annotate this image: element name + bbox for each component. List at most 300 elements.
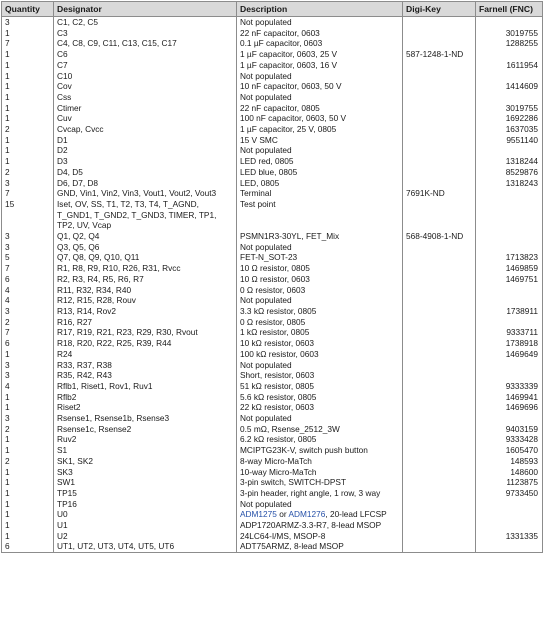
cell-description: LED red, 0805 <box>237 156 403 167</box>
table-row <box>2 263 543 274</box>
cell-description: Not populated <box>237 413 403 424</box>
cell-farnell: 3019755 <box>476 28 543 39</box>
cell-designator: S1 <box>54 445 237 456</box>
table-row <box>2 392 543 403</box>
cell-description: Terminal <box>237 188 403 199</box>
header-designator: Designator <box>54 2 237 17</box>
cell-designator: C4, C8, C9, C11, C13, C15, C17 <box>54 38 237 49</box>
table-row <box>2 477 543 488</box>
cell-description: 1 µF capacitor, 25 V, 0805 <box>237 124 403 135</box>
cell-farnell <box>476 145 543 156</box>
cell-digikey <box>403 199 476 231</box>
cell-designator: R24 <box>54 349 237 360</box>
cell-quantity: 4 <box>2 381 54 392</box>
cell-designator: R1, R8, R9, R10, R26, R31, Rvcc <box>54 263 237 274</box>
table-row <box>2 188 543 199</box>
cell-farnell: 9333339 <box>476 381 543 392</box>
bom-table <box>1 1 543 553</box>
cell-digikey <box>403 38 476 49</box>
cell-description: ADP1720ARMZ-3.3-R7, 8-lead MSOP <box>237 520 403 531</box>
cell-designator: D3 <box>54 156 237 167</box>
cell-designator: TP16 <box>54 499 237 510</box>
cell-digikey <box>403 541 476 552</box>
cell-farnell: 1288255 <box>476 38 543 49</box>
cell-quantity: 1 <box>2 28 54 39</box>
cell-digikey <box>403 531 476 542</box>
table-row <box>2 242 543 253</box>
cell-designator: TP15 <box>54 488 237 499</box>
cell-quantity: 1 <box>2 135 54 146</box>
header-farnell: Farnell (FNC) <box>476 2 543 17</box>
cell-digikey: 587-1248-1-ND <box>403 49 476 60</box>
cell-description: Not populated <box>237 145 403 156</box>
cell-quantity: 1 <box>2 477 54 488</box>
cell-designator: R33, R37, R38 <box>54 360 237 371</box>
cell-designator: R12, R15, R28, Rouv <box>54 295 237 306</box>
cell-quantity: 3 <box>2 17 54 28</box>
cell-farnell <box>476 360 543 371</box>
cell-digikey <box>403 81 476 92</box>
cell-designator: U2 <box>54 531 237 542</box>
table-row <box>2 17 543 28</box>
cell-quantity: 3 <box>2 306 54 317</box>
cell-description: Not populated <box>237 71 403 82</box>
cell-digikey <box>403 445 476 456</box>
cell-description: 24LC64-I/MS, MSOP-8 <box>237 531 403 542</box>
cell-designator: R17, R19, R21, R23, R29, R30, Rvout <box>54 327 237 338</box>
cell-designator: D6, D7, D8 <box>54 178 237 189</box>
cell-quantity: 1 <box>2 499 54 510</box>
table-row <box>2 38 543 49</box>
table-row <box>2 124 543 135</box>
cell-designator: SW1 <box>54 477 237 488</box>
cell-description: 0 Ω resistor, 0805 <box>237 317 403 328</box>
cell-description: 6.2 kΩ resistor, 0805 <box>237 434 403 445</box>
cell-designator: R13, R14, Rov2 <box>54 306 237 317</box>
cell-farnell: 148593 <box>476 456 543 467</box>
cell-designator: GND, Vin1, Vin2, Vin3, Vout1, Vout2, Vout3 <box>54 188 237 199</box>
cell-designator: R35, R42, R43 <box>54 370 237 381</box>
cell-designator: UT1, UT2, UT3, UT4, UT5, UT6 <box>54 541 237 552</box>
cell-quantity: 3 <box>2 370 54 381</box>
cell-description: Not populated <box>237 17 403 28</box>
table-row <box>2 295 543 306</box>
cell-farnell: 1611954 <box>476 60 543 71</box>
cell-quantity: 1 <box>2 156 54 167</box>
cell-digikey <box>403 113 476 124</box>
cell-description: PSMN1R3-30YL, FET_Mix <box>237 231 403 242</box>
cell-description: Not populated <box>237 295 403 306</box>
cell-quantity: 7 <box>2 263 54 274</box>
cell-quantity: 6 <box>2 541 54 552</box>
part-link-adm1276[interactable]: ADM1276 <box>288 509 326 520</box>
cell-digikey <box>403 252 476 263</box>
cell-farnell: 9733450 <box>476 488 543 499</box>
cell-description: 3-pin header, right angle, 1 row, 3 way <box>237 488 403 499</box>
cell-farnell: 3019755 <box>476 103 543 114</box>
cell-designator: Q3, Q5, Q6 <box>54 242 237 253</box>
cell-quantity: 1 <box>2 434 54 445</box>
cell-description: 8-way Micro-MaTch <box>237 456 403 467</box>
cell-farnell <box>476 188 543 199</box>
table-row <box>2 499 543 510</box>
table-row <box>2 178 543 189</box>
cell-farnell: 1123875 <box>476 477 543 488</box>
cell-designator: C6 <box>54 49 237 60</box>
table-row <box>2 467 543 478</box>
cell-digikey <box>403 499 476 510</box>
cell-designator: R16, R27 <box>54 317 237 328</box>
cell-quantity: 2 <box>2 456 54 467</box>
header-digikey: Digi-Key <box>403 2 476 17</box>
table-row <box>2 306 543 317</box>
cell-farnell: 1713823 <box>476 252 543 263</box>
header-row <box>2 2 543 17</box>
cell-digikey <box>403 317 476 328</box>
table-row <box>2 199 543 231</box>
cell-digikey <box>403 402 476 413</box>
cell-digikey <box>403 92 476 103</box>
cell-description: FET-N_SOT-23 <box>237 252 403 263</box>
cell-quantity: 1 <box>2 349 54 360</box>
cell-quantity: 1 <box>2 81 54 92</box>
cell-farnell: 1414609 <box>476 81 543 92</box>
table-row <box>2 338 543 349</box>
cell-designator: Rsense1c, Rsense2 <box>54 424 237 435</box>
cell-designator: SK3 <box>54 467 237 478</box>
cell-designator: D2 <box>54 145 237 156</box>
table-row <box>2 370 543 381</box>
cell-farnell <box>476 499 543 510</box>
cell-farnell <box>476 49 543 60</box>
cell-farnell <box>476 71 543 82</box>
table-row <box>2 317 543 328</box>
cell-farnell: 1331335 <box>476 531 543 542</box>
cell-designator: Cvcap, Cvcc <box>54 124 237 135</box>
cell-digikey <box>403 274 476 285</box>
table-row <box>2 135 543 146</box>
cell-farnell: 148600 <box>476 467 543 478</box>
cell-designator: Cov <box>54 81 237 92</box>
cell-quantity: 1 <box>2 445 54 456</box>
cell-description: Test point <box>237 199 403 231</box>
cell-farnell <box>476 509 543 520</box>
cell-designator: R2, R3, R4, R5, R6, R7 <box>54 274 237 285</box>
cell-quantity: 1 <box>2 392 54 403</box>
table-row <box>2 28 543 39</box>
cell-quantity: 4 <box>2 295 54 306</box>
cell-digikey <box>403 135 476 146</box>
cell-designator: C10 <box>54 71 237 82</box>
cell-digikey <box>403 28 476 39</box>
cell-designator: Rflb2 <box>54 392 237 403</box>
cell-description: 3.3 kΩ resistor, 0805 <box>237 306 403 317</box>
cell-digikey <box>403 413 476 424</box>
cell-quantity: 1 <box>2 145 54 156</box>
cell-farnell: 1469696 <box>476 402 543 413</box>
cell-digikey <box>403 71 476 82</box>
cell-quantity: 1 <box>2 103 54 114</box>
cell-description: 22 kΩ resistor, 0603 <box>237 402 403 413</box>
cell-description: 51 kΩ resistor, 0805 <box>237 381 403 392</box>
cell-quantity: 1 <box>2 488 54 499</box>
cell-digikey <box>403 167 476 178</box>
cell-farnell: 1738918 <box>476 338 543 349</box>
cell-quantity: 1 <box>2 531 54 542</box>
cell-quantity: 1 <box>2 467 54 478</box>
cell-digikey <box>403 381 476 392</box>
cell-digikey: 7691K-ND <box>403 188 476 199</box>
cell-description: 1 kΩ resistor, 0805 <box>237 327 403 338</box>
cell-description: 3-pin switch, SWITCH-DPST <box>237 477 403 488</box>
cell-digikey <box>403 434 476 445</box>
cell-designator: Ruv2 <box>54 434 237 445</box>
cell-description: 10 Ω resistor, 0603 <box>237 274 403 285</box>
cell-designator: Q7, Q8, Q9, Q10, Q11 <box>54 252 237 263</box>
cell-digikey <box>403 145 476 156</box>
header-description: Description <box>237 2 403 17</box>
cell-farnell <box>476 92 543 103</box>
cell-farnell <box>476 231 543 242</box>
cell-digikey: 568-4908-1-ND <box>403 231 476 242</box>
cell-farnell: 1469859 <box>476 263 543 274</box>
cell-farnell <box>476 285 543 296</box>
cell-digikey <box>403 60 476 71</box>
cell-designator: C1, C2, C5 <box>54 17 237 28</box>
cell-quantity: 4 <box>2 285 54 296</box>
cell-quantity: 1 <box>2 509 54 520</box>
cell-digikey <box>403 467 476 478</box>
cell-farnell: 1637035 <box>476 124 543 135</box>
cell-description: 10-way Micro-MaTch <box>237 467 403 478</box>
cell-description <box>237 509 403 520</box>
cell-farnell: 8529876 <box>476 167 543 178</box>
table-row <box>2 252 543 263</box>
cell-farnell <box>476 520 543 531</box>
cell-digikey <box>403 477 476 488</box>
cell-description: 0.5 mΩ, Rsense_2512_3W <box>237 424 403 435</box>
cell-description: Not populated <box>237 360 403 371</box>
cell-farnell: 1469941 <box>476 392 543 403</box>
cell-farnell: 9551140 <box>476 135 543 146</box>
cell-description: 0.1 µF capacitor, 0603 <box>237 38 403 49</box>
cell-quantity: 3 <box>2 242 54 253</box>
cell-designator: Cuv <box>54 113 237 124</box>
table-row <box>2 103 543 114</box>
cell-quantity: 7 <box>2 38 54 49</box>
cell-quantity: 3 <box>2 413 54 424</box>
cell-digikey <box>403 285 476 296</box>
cell-farnell: 9333711 <box>476 327 543 338</box>
cell-farnell: 1605470 <box>476 445 543 456</box>
cell-quantity: 1 <box>2 92 54 103</box>
cell-designator: R18, R20, R22, R25, R39, R44 <box>54 338 237 349</box>
cell-description: Not populated <box>237 499 403 510</box>
cell-digikey <box>403 349 476 360</box>
table-row <box>2 541 543 552</box>
cell-designator: D4, D5 <box>54 167 237 178</box>
cell-farnell <box>476 370 543 381</box>
cell-digikey <box>403 156 476 167</box>
table-row <box>2 156 543 167</box>
cell-description: 100 nF capacitor, 0603, 50 V <box>237 113 403 124</box>
cell-quantity: 1 <box>2 49 54 60</box>
cell-digikey <box>403 392 476 403</box>
cell-description: MCIPTG23K-V, switch push button <box>237 445 403 456</box>
cell-farnell: 1692286 <box>476 113 543 124</box>
table-row <box>2 327 543 338</box>
cell-designator: Ctimer <box>54 103 237 114</box>
cell-farnell <box>476 413 543 424</box>
cell-description: LED, 0805 <box>237 178 403 189</box>
bom-body <box>2 17 543 553</box>
table-row <box>2 285 543 296</box>
cell-description: 5.6 kΩ resistor, 0805 <box>237 392 403 403</box>
cell-designator: Q1, Q2, Q4 <box>54 231 237 242</box>
cell-farnell: 9333428 <box>476 434 543 445</box>
cell-digikey <box>403 520 476 531</box>
table-row <box>2 113 543 124</box>
cell-quantity: 2 <box>2 167 54 178</box>
cell-farnell: 9403159 <box>476 424 543 435</box>
table-row <box>2 231 543 242</box>
cell-quantity: 3 <box>2 360 54 371</box>
cell-designator: Riset2 <box>54 402 237 413</box>
cell-digikey <box>403 295 476 306</box>
description-suffix: , 20-lead LFCSP <box>325 509 387 520</box>
cell-farnell <box>476 17 543 28</box>
cell-designator: Css <box>54 92 237 103</box>
cell-digikey <box>403 263 476 274</box>
table-row <box>2 381 543 392</box>
table-row <box>2 60 543 71</box>
cell-description: 22 nF capacitor, 0603 <box>237 28 403 39</box>
cell-quantity: 1 <box>2 71 54 82</box>
cell-quantity: 1 <box>2 402 54 413</box>
table-row <box>2 71 543 82</box>
cell-designator: SK1, SK2 <box>54 456 237 467</box>
cell-digikey <box>403 124 476 135</box>
cell-quantity: 7 <box>2 327 54 338</box>
cell-description: ADT75ARMZ, 8-lead MSOP <box>237 541 403 552</box>
cell-quantity: 3 <box>2 231 54 242</box>
header-quantity: Quantity <box>2 2 54 17</box>
table-row <box>2 456 543 467</box>
cell-farnell: 1469751 <box>476 274 543 285</box>
cell-digikey <box>403 509 476 520</box>
table-row <box>2 349 543 360</box>
cell-digikey <box>403 242 476 253</box>
cell-digikey <box>403 306 476 317</box>
table-row <box>2 92 543 103</box>
cell-quantity: 2 <box>2 124 54 135</box>
cell-digikey <box>403 360 476 371</box>
table-row <box>2 81 543 92</box>
cell-description: 0 Ω resistor, 0603 <box>237 285 403 296</box>
cell-designator: Rflb1, Riset1, Rov1, Ruv1 <box>54 381 237 392</box>
cell-designator: U0 <box>54 509 237 520</box>
cell-quantity: 5 <box>2 252 54 263</box>
table-row <box>2 274 543 285</box>
cell-designator: C3 <box>54 28 237 39</box>
cell-quantity: 1 <box>2 113 54 124</box>
cell-description: 1 µF capacitor, 0603, 16 V <box>237 60 403 71</box>
cell-designator: C7 <box>54 60 237 71</box>
cell-quantity: 2 <box>2 317 54 328</box>
table-row <box>2 167 543 178</box>
cell-description: 22 nF capacitor, 0805 <box>237 103 403 114</box>
cell-digikey <box>403 178 476 189</box>
cell-digikey <box>403 103 476 114</box>
cell-description: 1 µF capacitor, 0603, 25 V <box>237 49 403 60</box>
cell-description: 100 kΩ resistor, 0603 <box>237 349 403 360</box>
cell-quantity: 1 <box>2 60 54 71</box>
link-joiner: or <box>276 509 289 520</box>
table-row <box>2 520 543 531</box>
cell-description: Not populated <box>237 92 403 103</box>
cell-description: LED blue, 0805 <box>237 167 403 178</box>
cell-designator: Rsense1, Rsense1b, Rsense3 <box>54 413 237 424</box>
cell-quantity: 6 <box>2 338 54 349</box>
cell-quantity: 3 <box>2 178 54 189</box>
cell-description: 10 nF capacitor, 0603, 50 V <box>237 81 403 92</box>
cell-farnell <box>476 317 543 328</box>
cell-farnell <box>476 242 543 253</box>
cell-digikey <box>403 456 476 467</box>
cell-quantity: 6 <box>2 274 54 285</box>
cell-designator: Iset, OV, SS, T1, T2, T3, T4, T_AGND, T_GND1, T_GND2, T_GND3, TIMER, TP1, TP2, UV, Vcap <box>54 199 237 231</box>
cell-digikey <box>403 327 476 338</box>
table-row <box>2 531 543 542</box>
table-row <box>2 360 543 371</box>
cell-farnell <box>476 199 543 231</box>
cell-farnell: 1318244 <box>476 156 543 167</box>
cell-quantity: 15 <box>2 199 54 231</box>
table-row <box>2 145 543 156</box>
table-row <box>2 402 543 413</box>
table-row <box>2 49 543 60</box>
table-row <box>2 445 543 456</box>
cell-farnell: 1318243 <box>476 178 543 189</box>
cell-digikey <box>403 370 476 381</box>
cell-description: 10 Ω resistor, 0805 <box>237 263 403 274</box>
cell-description: Short, resistor, 0603 <box>237 370 403 381</box>
cell-quantity: 7 <box>2 188 54 199</box>
cell-designator: R11, R32, R34, R40 <box>54 285 237 296</box>
cell-farnell: 1469649 <box>476 349 543 360</box>
table-row <box>2 424 543 435</box>
cell-quantity: 1 <box>2 520 54 531</box>
cell-description: 10 kΩ resistor, 0603 <box>237 338 403 349</box>
cell-digikey <box>403 17 476 28</box>
cell-designator: D1 <box>54 135 237 146</box>
cell-farnell <box>476 295 543 306</box>
cell-quantity: 2 <box>2 424 54 435</box>
cell-farnell: 1738911 <box>476 306 543 317</box>
part-link-adm1275[interactable]: ADM1275 <box>240 509 277 520</box>
cell-digikey <box>403 488 476 499</box>
cell-digikey <box>403 338 476 349</box>
cell-description: Not populated <box>237 242 403 253</box>
table-row <box>2 488 543 499</box>
table-row <box>2 434 543 445</box>
cell-designator: U1 <box>54 520 237 531</box>
cell-digikey <box>403 424 476 435</box>
table-row <box>2 413 543 424</box>
cell-farnell <box>476 541 543 552</box>
cell-description: 15 V SMC <box>237 135 403 146</box>
table-row <box>2 509 543 520</box>
